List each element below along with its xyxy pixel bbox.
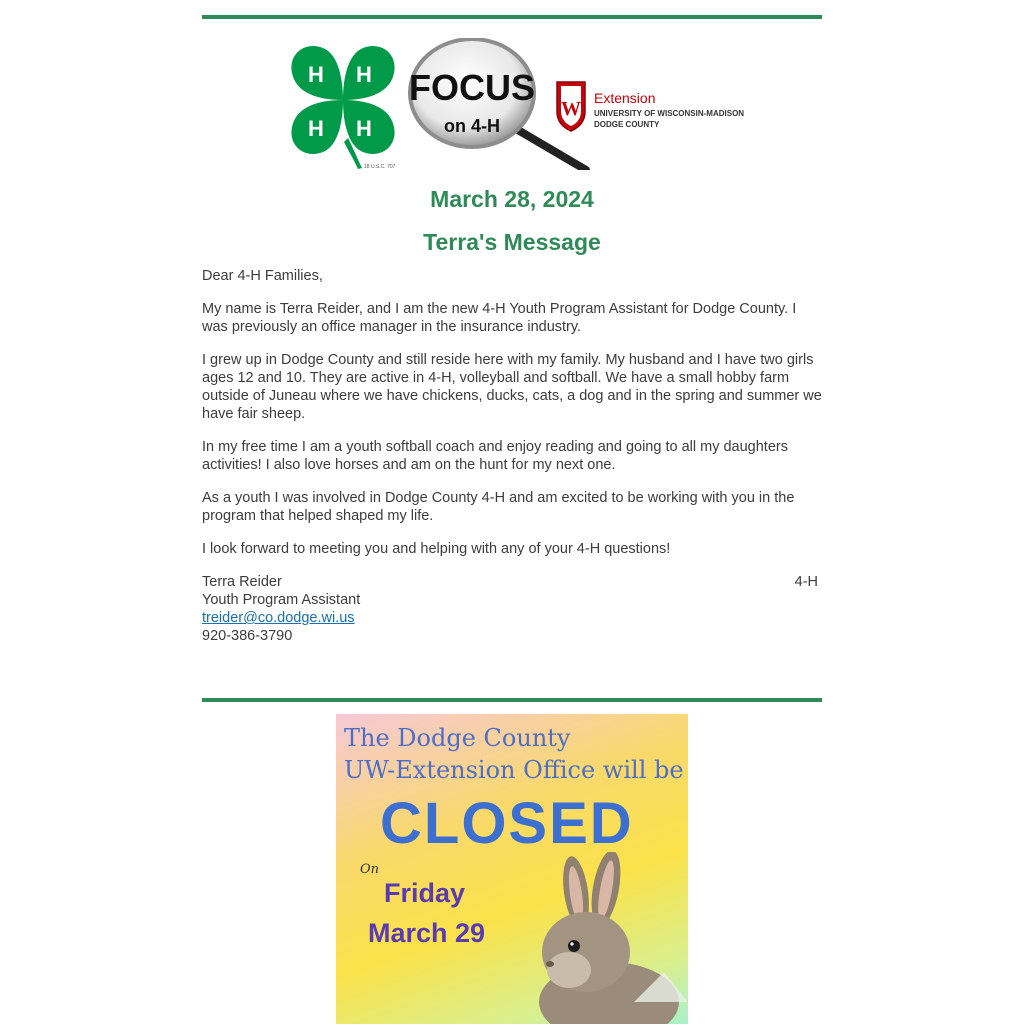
poster-on: On xyxy=(360,862,380,877)
letter-paragraph: I look forward to meeting you and helping with any of your 4-H questions! xyxy=(202,541,671,557)
signature-4h-label: 4-H xyxy=(794,574,818,590)
4h-clover-logo xyxy=(278,38,408,170)
uw-extension-logo xyxy=(554,78,754,134)
svg-text:H: H xyxy=(308,62,324,87)
extension-sub-line1: UNIVERSITY OF WISCONSIN-MADISON xyxy=(594,109,745,118)
signature-phone: 920-386-3790 xyxy=(202,628,293,644)
extension-name: Extension xyxy=(594,90,656,106)
poster-line2: UW-Extension Office will be xyxy=(344,756,684,784)
extension-sub-line2: DODGE COUNTY xyxy=(594,120,660,129)
poster-date: March 29 xyxy=(368,918,486,948)
signature-block xyxy=(202,573,822,645)
svg-text:H: H xyxy=(356,62,372,87)
focus-sub: on 4-H xyxy=(444,116,500,136)
letter-paragraph: As a youth I was involved in Dodge County 4-H and am excited to be working with you in the program that helped shaped my life. xyxy=(202,490,795,524)
signature-name: Terra Reider xyxy=(202,574,282,590)
clover-mark: 18 U.S.C. 707 xyxy=(364,164,396,170)
signature-email-link[interactable]: treider@co.dodge.wi.us xyxy=(202,610,355,626)
poster-closed: CLOSED xyxy=(380,791,634,856)
letter-paragraph: My name is Terra Reider, and I am the new 4-H Youth Program Assistant for Dodge County. I was previously an office manager in the insurance industry. xyxy=(202,301,797,335)
svg-text:H: H xyxy=(308,116,324,141)
signature-title: Youth Program Assistant xyxy=(202,592,361,608)
letter-paragraph: I grew up in Dodge County and still reside here with my family. My husband and I have two girls ages 12 and 10. They are active in 4-H, volleyball and softball. We have a small hobby farm outside of Juneau where we have chickens, ducks, cats, a dog and in the spring and summer we have fair sheep. xyxy=(202,352,822,422)
extension-subtitle xyxy=(594,108,744,130)
top-divider xyxy=(202,15,822,19)
svg-text:H: H xyxy=(356,116,372,141)
office-closed-poster xyxy=(336,714,688,1024)
poster-day: Friday xyxy=(384,878,466,908)
uw-crest-icon xyxy=(554,78,588,132)
letter-greeting: Dear 4-H Families, xyxy=(202,268,323,284)
letter-paragraph: In my free time I am a youth softball coach and enjoy reading and going to all my daughters activities! I also love horses and am on the hunt for my next one. xyxy=(202,439,788,473)
section-title: Terra's Message xyxy=(423,229,601,255)
bunny-illustration xyxy=(514,852,688,1024)
poster-line1: The Dodge County xyxy=(344,724,571,752)
header-logos xyxy=(202,30,822,175)
letter-body xyxy=(202,267,822,573)
newsletter-date: March 28, 2024 xyxy=(430,186,594,212)
focus-word: FOCUS xyxy=(409,67,535,108)
svg-text:W: W xyxy=(561,98,581,120)
section-divider xyxy=(202,698,822,702)
